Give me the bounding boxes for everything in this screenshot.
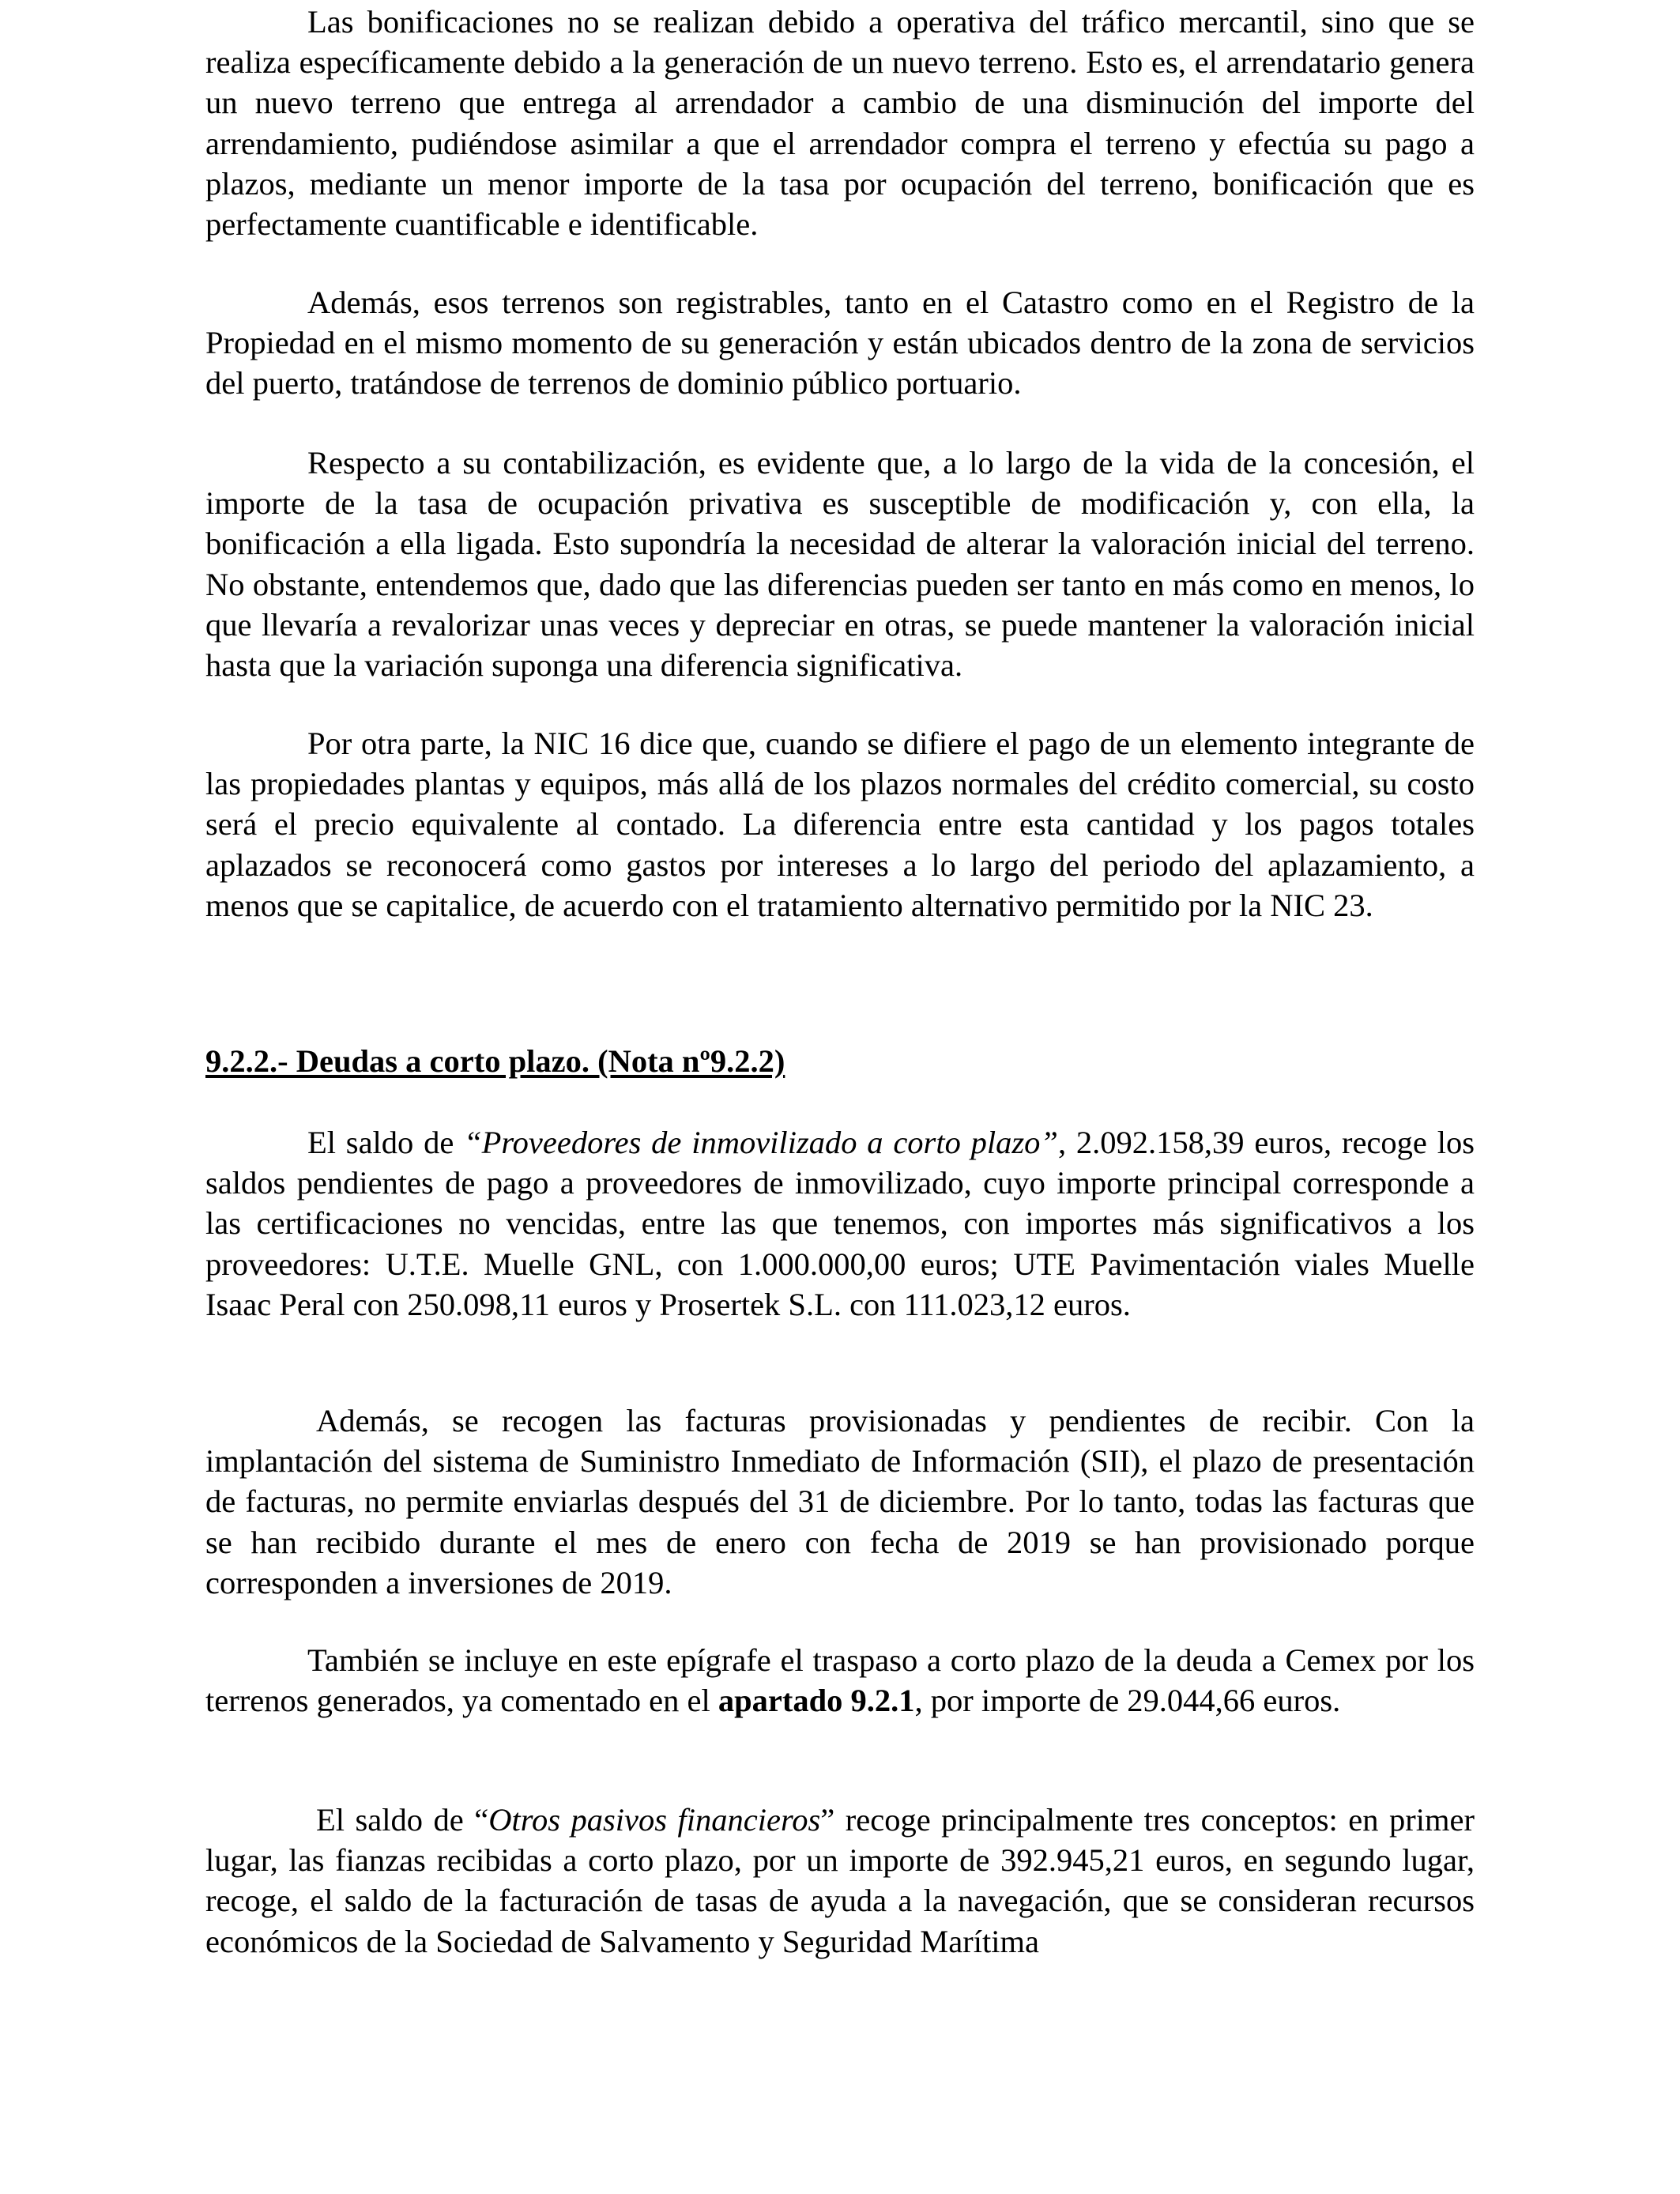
paragraph-bonificaciones: Las bonificaciones no se realizan debido a operativa del tráfico mercantil, sino que se realiza específicamente debido a la generación de un nuevo terreno. Esto es, el arrendatario genera un nuevo terreno que entrega al arrendador a cambio de una disminución del importe del arrendamiento, pudiéndose asimilar a que el arrendador compra el terreno y efectúa su pago a plazos, mediante un menor importe de la tasa por ocupación del terreno, bonificación que es perfectamente cuantificable e identificable. <box>205 4 1475 243</box>
otros-pasivos-financieros-term: Otros pasivos financieros <box>488 1802 821 1838</box>
paragraph-facturas-provisionadas: Además, se recogen las facturas provisionadas y pendientes de recibir. Con la implantación del sistema de Suministro Inmediato de Información (SII), el plazo de presentación de facturas, no permite enviarlas después del 31 de diciembre. Por lo tanto, todas las facturas que se han recibido durante el mes de enero con fecha de 2019 se han provisionado porque corresponden a inversiones de 2019. <box>205 1403 1475 1600</box>
apartado-reference: apartado 9.2.1 <box>718 1683 915 1719</box>
p5-lead-text: El saldo de <box>307 1125 465 1160</box>
p8-rest-text: ” recoge principalmente tres conceptos: en primer lugar, las fianzas recibidas a corto plazo, por un importe de 392.945,21 euros, en segundo lugar, recoge, el saldo de la facturación de tasas de ayuda a la navegación, que se consideran recursos económicos de la Sociedad de Salvamento y Seguridad Marítima <box>205 1802 1475 1959</box>
paragraph-proveedores-inmovilizado <box>205 1122 1475 1325</box>
paragraph-otros-pasivos-financieros <box>205 1800 1475 1962</box>
paragraph-nic-16: Por otra parte, la NIC 16 dice que, cuando se difiere el pago de un elemento integrante de las propiedades plantas y equipos, más allá de los plazos normales del crédito comercial, su costo será el precio equivalente al contado. La diferencia entre esta cantidad y los pagos totales aplazados se reconocerá como gastos por intereses a lo largo del periodo del aplazamiento, a menos que se capitalice, de acuerdo con el tratamiento alternativo permitido por la NIC 23. <box>205 726 1475 923</box>
p7-rest-text: , por importe de 29.044,66 euros. <box>914 1683 1341 1719</box>
p7-lead-text: También se incluye en este epígrafe el traspaso a corto plazo de la deuda a Cemex por los terrenos generados, ya comentado en el <box>205 1642 1475 1719</box>
p8-lead-text: El saldo de “ <box>316 1802 489 1838</box>
paragraph-terrenos-registrables: Además, esos terrenos son registrables, tanto en el Catastro como en el Registro de la Propiedad en el mismo momento de su generación y están ubicados dentro de la zona de servicios del puerto, tratándose de terrenos de dominio público portuario. <box>205 285 1475 401</box>
p5-rest-text: , 2.092.158,39 euros, recoge los saldos pendientes de pago a proveedores de inmovilizado, cuyo importe principal corresponde a las certificaciones no vencidas, entre las que tenemos, con importes más significativos a los proveedores: U.T.E. Muelle GNL, con 1.000.000,00 euros; UTE Pavimentación viales Muelle Isaac Peral con 250.098,11 euros y Prosertek S.L. con 111.023,12 euros. <box>205 1125 1475 1322</box>
paragraph-deuda-cemex <box>205 1640 1475 1721</box>
section-heading-deudas-corto-plazo: 9.2.2.- Deudas a corto plazo. (Nota nº9.2.2) <box>205 1043 785 1079</box>
paragraph-contabilizacion: Respecto a su contabilización, es evidente que, a lo largo de la vida de la concesión, el importe de la tasa de ocupación privativa es susceptible de modificación y, con ella, la bonificación a ella ligada. Esto supondría la necesidad de alterar la valoración inicial del terreno. No obstante, entendemos que, dado que las diferencias pueden ser tanto en más como en menos, lo que llevaría a revalorizar unas veces y depreciar en otras, se puede mantener la valoración inicial hasta que la variación suponga una diferencia significativa. <box>205 445 1475 684</box>
proveedores-inmovilizado-term: “Proveedores de inmovilizado a corto plazo” <box>464 1125 1058 1160</box>
